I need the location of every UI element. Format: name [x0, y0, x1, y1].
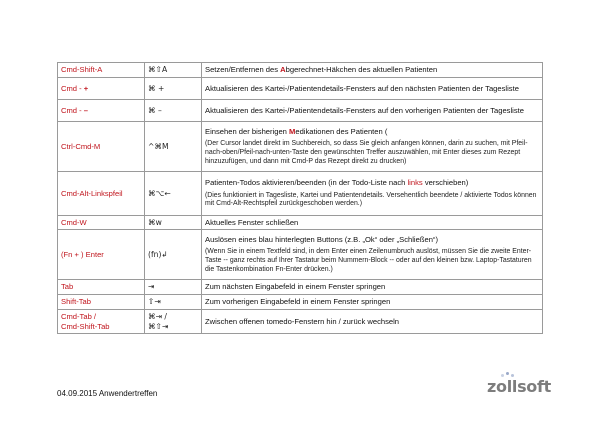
shortcut-symbol — [145, 310, 202, 334]
shortcut-name: Cmd-Alt-Linkspfeil — [58, 172, 145, 216]
shortcut-description: Aktualisieren des Kartei-/Patientendetails-Fensters auf den nächsten Patienten der Tagesliste — [202, 78, 543, 100]
shortcut-symbol: ⌘⇧A — [145, 63, 202, 78]
description-text: Patienten-Todos aktivieren/beenden (in der Todo-Liste nach — [205, 178, 408, 188]
table-row — [58, 122, 543, 172]
shortcut-description: Aktuelles Fenster schließen — [202, 216, 543, 230]
shortcut-name: Ctrl-Cmd-M — [58, 122, 145, 172]
shortcut-name: (Fn + ) Enter — [58, 230, 145, 280]
shortcut-name-text: Cmd - — [61, 105, 84, 115]
shortcut-name-symbol: + — [83, 83, 89, 93]
shortcut-description: Zum nächsten Eingabefeld in einem Fenster springen — [202, 280, 543, 295]
highlight-letter: A — [280, 65, 286, 75]
shortcut-description — [202, 63, 543, 78]
shortcut-symbol: ⌘w — [145, 216, 202, 230]
shortcut-symbol-line: ⌘⇥ / — [148, 311, 167, 321]
shortcut-name: Tab — [58, 280, 145, 295]
logo-dot-icon — [511, 374, 514, 377]
zollsoft-logo — [487, 372, 551, 400]
description-text: Setzen/Entfernen des — [205, 65, 281, 75]
table-row — [58, 295, 543, 310]
table-row — [58, 280, 543, 295]
table-row — [58, 100, 543, 122]
description-note: (Der Cursor landet direkt im Suchbereich, so dass Sie gleich anfangen können, darin zu suchen, mit Pfeil-nach-oben/Pfeil-nach-unten-Taste den gewünschten Treffer auszuwählen, mit Enter dieses zum Rezept hinzuzufügen, und dann mit Cmd-P das Rezept direkt zu drucken) — [205, 140, 528, 165]
description-text: verschieben) — [422, 178, 469, 188]
description-text: edikationen des Patienten ( — [295, 126, 388, 136]
shortcut-name: Cmd-Shift-A — [58, 63, 145, 78]
logo-text: zollsoft — [487, 377, 551, 396]
logo-dot-icon — [506, 372, 509, 375]
shortcut-description — [202, 122, 543, 172]
table-row — [58, 78, 543, 100]
shortcut-name — [58, 310, 145, 334]
table-row — [58, 216, 543, 230]
shortcut-symbol: (fn)↲ — [145, 230, 202, 280]
shortcut-name-line: Cmd-Tab / — [61, 311, 97, 321]
shortcut-name — [58, 78, 145, 100]
shortcut-name: Shift-Tab — [58, 295, 145, 310]
shortcut-name-line: Cmd-Shift-Tab — [61, 321, 110, 331]
shortcut-symbol: ⇧⇥ — [145, 295, 202, 310]
shortcut-symbol-line: ⌘⇧⇥ — [148, 321, 169, 331]
shortcut-symbol: ⌘ + — [145, 78, 202, 100]
description-text: bgerechnet-Häkchen des aktuellen Patienten — [285, 65, 438, 75]
shortcut-symbol: ⇥ — [145, 280, 202, 295]
shortcut-description — [202, 172, 543, 216]
shortcut-description — [202, 230, 543, 280]
shortcut-name — [58, 100, 145, 122]
shortcut-name-symbol: – — [83, 105, 89, 115]
shortcut-symbol: ⌘ – — [145, 100, 202, 122]
shortcut-description: Zwischen offenen tomedo-Fenstern hin / zurück wechseln — [202, 310, 543, 334]
shortcut-name-text: Cmd - — [61, 83, 84, 93]
logo-dot-icon — [501, 374, 504, 377]
description-text: Einsehen der bisherigen — [205, 126, 290, 136]
shortcut-name: Cmd-W — [58, 216, 145, 230]
table-row — [58, 172, 543, 216]
table-row — [58, 63, 543, 78]
description-text: Auslösen eines blau hinterlegten Buttons (z.B. „Ok“ oder „Schließen“) — [205, 234, 438, 244]
highlight-letter: M — [289, 126, 296, 136]
footer-date: 04.09.2015 Anwendertreffen — [57, 389, 158, 398]
table-row — [58, 230, 543, 280]
highlight-word: links — [407, 178, 423, 188]
shortcut-description: Zum vorherigen Eingabefeld in einem Fenster springen — [202, 295, 543, 310]
table-row — [58, 310, 543, 334]
description-note: (Dies funktioniert in Tagesliste, Kartei und Patientendetails. Versehentlich beendete / aktivierte Todos können mit Cmd-Alt-Rechtspfeil zurückgeschoben werden.) — [205, 191, 537, 208]
description-note: (Wenn Sie in einem Textfeld sind, in dem Enter einen Zeilenumbruch auslöst, müssen Sie die zweite Enter-Taste -- ganz rechts auf Ihrer Tastatur beim Nummern-Block -- oder auf den kleinen bzw. Laptop-Tastaturen die Tastenkombination Fn-Enter drücken.) — [205, 248, 532, 273]
shortcut-description: Aktualisieren des Kartei-/Patientendetails-Fensters auf den vorherigen Patienten der Tagesliste — [202, 100, 543, 122]
shortcut-table — [57, 62, 543, 334]
shortcut-symbol: ⌘⌥← — [145, 172, 202, 216]
shortcut-symbol: ^⌘M — [145, 122, 202, 172]
